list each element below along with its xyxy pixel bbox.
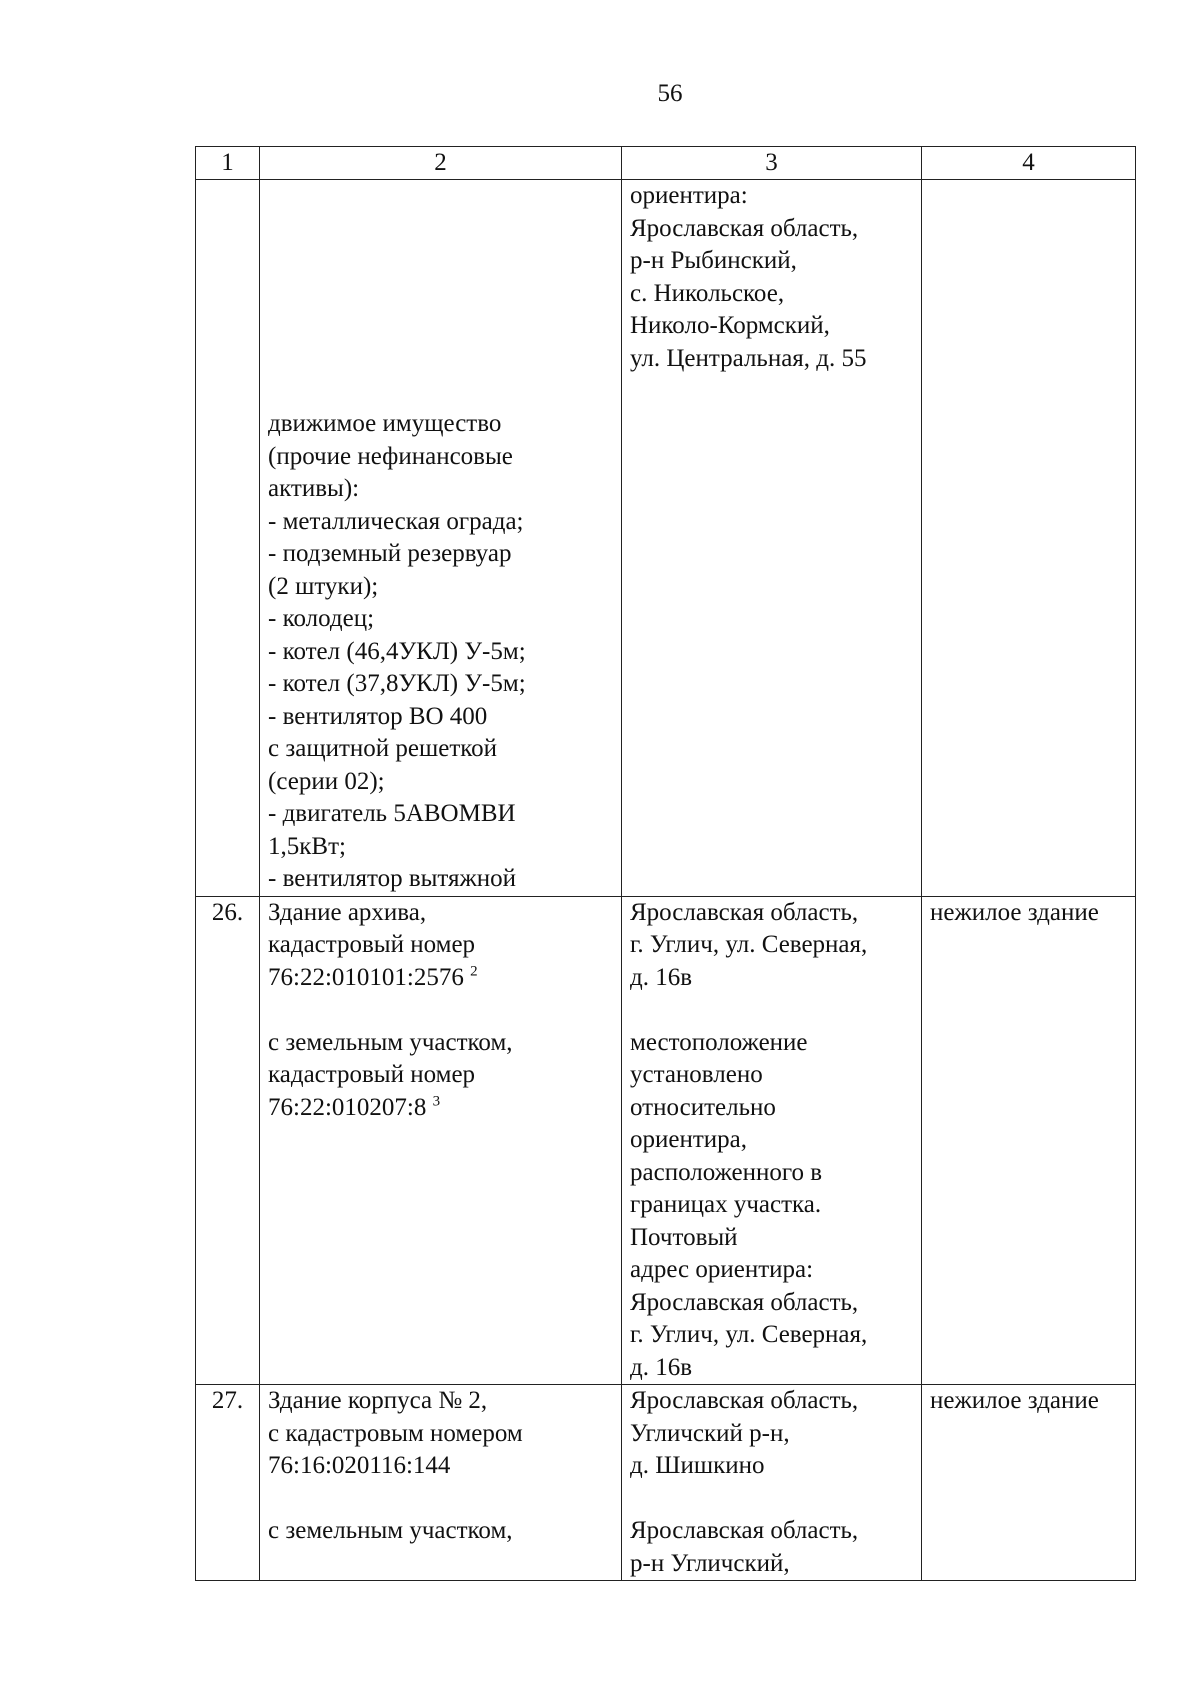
header-cell-4: 4 <box>922 147 1136 180</box>
text-line: расположенного в <box>630 1158 823 1186</box>
row-26-type: нежилое здание <box>922 896 1136 1385</box>
cadastral-number-value: 76:22:010101:2576 <box>268 963 464 991</box>
land-address <box>630 1515 913 1580</box>
header-cell-2: 2 <box>260 147 622 180</box>
row-continued-description <box>260 180 622 897</box>
text-line: (серии 02); <box>268 767 385 795</box>
page-number: 56 <box>657 80 683 107</box>
row-continued-type <box>922 180 1136 897</box>
row-continued-num <box>196 180 260 897</box>
text-line: ул. Центральная, д. 55 <box>630 344 867 372</box>
building-description <box>268 1385 613 1483</box>
text-line: г. Углич, ул. Северная, <box>630 1321 868 1348</box>
footnote-marker: 2 <box>470 963 478 980</box>
text-line: - вентилятор ВО 400 <box>268 702 488 730</box>
property-table <box>195 146 1136 1581</box>
text-line: - двигатель 5АВОМВИ <box>268 800 516 827</box>
text-line: Ярославская область, <box>630 1517 859 1544</box>
text-line: (2 штуки); <box>268 572 379 600</box>
text-line: - котел (37,8УКЛ) У-5м; <box>268 670 526 697</box>
row-26-num: 26. <box>196 896 260 1385</box>
table-header-row <box>196 147 1136 180</box>
text-line: движимое имущество <box>268 410 502 437</box>
text-line: с. Никольское, <box>630 279 785 307</box>
text-line: Угличский р-н, <box>630 1419 790 1447</box>
text-line: местоположение <box>630 1028 808 1056</box>
text-line: д. Шишкино <box>630 1452 765 1479</box>
land-location <box>630 1027 913 1385</box>
text-line: ориентира, <box>630 1126 748 1153</box>
text-line: Николо-Кормский, <box>630 312 830 339</box>
text-line: с земельным участком, <box>268 1028 513 1056</box>
table-row-26 <box>196 896 1136 1385</box>
building-address <box>630 897 913 995</box>
text-line: Здание корпуса № 2, <box>268 1387 488 1414</box>
row-27-type: нежилое здание <box>922 1385 1136 1581</box>
movable-property-list <box>268 408 613 896</box>
text-line: д. 16в <box>630 1353 693 1381</box>
text-line: ориентира: <box>630 182 748 209</box>
text-line: р-н Угличский, <box>630 1549 790 1577</box>
row-27-address <box>622 1385 922 1581</box>
text-line: с кадастровым номером <box>268 1419 523 1447</box>
header-cell-1: 1 <box>196 147 260 180</box>
text-line: р-н Рыбинский, <box>630 247 797 274</box>
text-line: (прочие нефинансовые <box>268 442 513 470</box>
text-line: адрес ориентира: <box>630 1256 814 1283</box>
building-description <box>268 897 613 962</box>
table-row-continued <box>196 180 1136 897</box>
building-address <box>630 1385 913 1483</box>
text-line: границах участка. <box>630 1191 822 1218</box>
text-line: 76:16:020116:144 <box>268 1452 451 1479</box>
text-line: - вентилятор вытяжной <box>268 865 517 892</box>
cadastral-number-value: 76:22:010207:8 <box>268 1093 427 1121</box>
text-line: Здание архива, <box>268 898 427 926</box>
cadastral-number-land <box>268 1092 613 1125</box>
land-description <box>268 1515 613 1548</box>
text-line: - металлическая ограда; <box>268 507 524 535</box>
text-line: активы): <box>268 475 360 502</box>
text-line: Почтовый <box>630 1223 738 1251</box>
text-line: - котел (46,4УКЛ) У-5м; <box>268 637 526 665</box>
text-line: г. Углич, ул. Северная, <box>630 931 868 958</box>
text-line: Ярославская область, <box>630 1387 859 1414</box>
text-line: Ярославская область, <box>630 898 859 926</box>
text-line: с земельным участком, <box>268 1517 513 1544</box>
cadastral-number-building <box>268 962 613 995</box>
header-cell-3: 3 <box>622 147 922 180</box>
row-27-num: 27. <box>196 1385 260 1581</box>
text-line: кадастровый номер <box>268 931 476 958</box>
text-line: - колодец; <box>268 605 375 632</box>
text-line: кадастровый номер <box>268 1061 476 1088</box>
row-26-address <box>622 896 922 1385</box>
row-26-description <box>260 896 622 1385</box>
text-line: Ярославская область, <box>630 1288 859 1316</box>
text-line: относительно <box>630 1093 776 1121</box>
text-line: 1,5кВт; <box>268 832 346 860</box>
text-line: - подземный резервуар <box>268 540 512 567</box>
land-description <box>268 1027 613 1092</box>
footnote-marker: 3 <box>432 1093 441 1110</box>
text-line: установлено <box>630 1061 763 1088</box>
address-lines <box>630 180 913 375</box>
text-line: Ярославская область, <box>630 214 859 242</box>
row-27-description <box>260 1385 622 1581</box>
row-continued-address <box>622 180 922 897</box>
text-line: д. 16в <box>630 963 693 991</box>
table-row-27 <box>196 1385 1136 1581</box>
text-line: с защитной решеткой <box>268 735 498 762</box>
